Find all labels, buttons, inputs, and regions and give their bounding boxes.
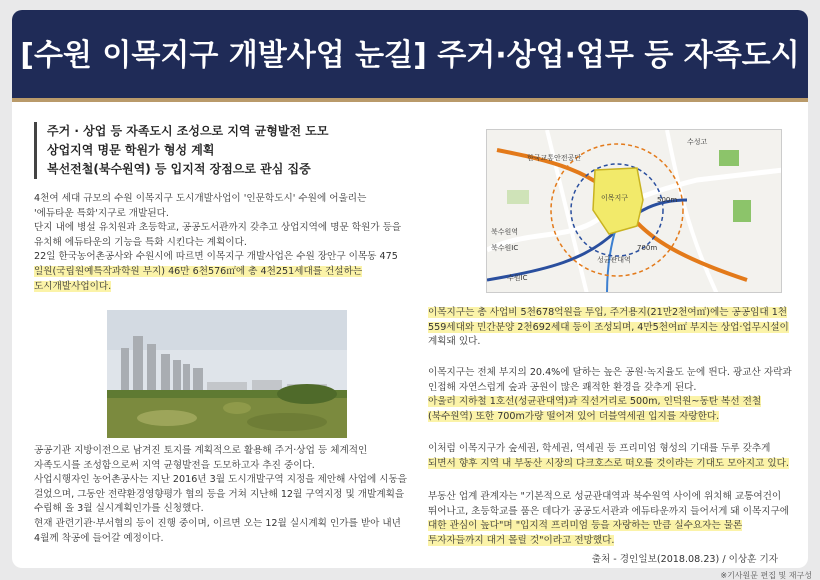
- location-map: [486, 129, 782, 293]
- body-paragraph-1: [34, 192, 401, 294]
- body-paragraph-5: [428, 442, 789, 471]
- highlighted-text: 559세대와 민간분양 2천692세대 등이 조성되며, 4만5천여㎡ 부지는 상업·업무시설이: [428, 321, 789, 333]
- text-line: [428, 321, 789, 336]
- summary-line: 주거 · 상업 등 자족도시 조성으로 지역 균형발전 도모: [47, 124, 329, 138]
- highlighted-text: 아울러 지하철 1호선(성균관대역)과 직선거리로 500m, 인덕원~동탄 복선 전철: [428, 396, 762, 408]
- map-label-ic: 북수원IC: [491, 244, 519, 252]
- text-line: [428, 410, 792, 425]
- text-line: 사업시행자인 농어촌공사는 지난 2016년 3월 도시개발구역 지정을 제안해 사업에 시동을: [34, 474, 408, 486]
- summary-line: 복선전철(북수원역) 등 입지적 장점으로 관심 집중: [47, 162, 311, 176]
- text-line: [428, 395, 792, 410]
- text-line: 뛰어나고, 초등학교를 품은 데다가 공공도서관과 에듀타운까지 들어서게 돼 이목지구에: [428, 505, 790, 517]
- body-paragraph-3: [428, 306, 789, 350]
- body-paragraph-4: [428, 366, 792, 424]
- article-page: [12, 10, 808, 568]
- edit-note: ※기사원문 편집 및 재구성: [720, 571, 812, 580]
- highlighted-text: 일원(국립원예특작과학원 부지) 46만 6천576㎡에 총 4천251세대를 건설하는: [34, 265, 363, 277]
- text-line: 공공기관 지방이전으로 남겨진 토지를 계획적으로 활용해 주거·상업 등 체계적인: [34, 445, 368, 456]
- text-line: 걸었으며, 그동안 전략환경영향평가 협의 등을 거쳐 지난해 12월 구역지정 및 개발계획을: [34, 488, 405, 500]
- body-paragraph-2: [34, 444, 407, 546]
- highlighted-text: 되면서 향후 지역 내 부동산 시장의 다크호스로 떠오를 것이라는 기대도 모아지고 있다.: [428, 457, 789, 469]
- map-label-station: 성균관대역: [597, 256, 631, 264]
- text-line: 수립해 올 3월 실시계획인가를 신청했다.: [34, 503, 204, 515]
- highlighted-text: (북수원역) 또한 700m가량 떨어져 있어 더블역세권 입지를 자랑한다.: [428, 410, 720, 422]
- text-line: [428, 534, 789, 549]
- highlighted-text: 대한 관심이 높다"며 "입지적 프리미엄 등을 자랑하는 만큼 실수요자는 물론: [428, 520, 743, 532]
- summary-box: [34, 122, 328, 179]
- body-paragraph-6: [428, 490, 789, 548]
- text-line: 인접해 자연스럽게 숲과 공원이 많은 쾌적한 환경을 갖추게 된다.: [428, 381, 697, 393]
- text-line: 이처럼 이목지구가 숲세권, 학세권, 역세권 등 프리미엄 형성의 기대를 두루 갖추게: [428, 443, 771, 454]
- text-line: 이목지구는 전체 부지의 20.4%에 달하는 높은 공원·녹지율도 눈에 띈다. 광교산 자락과: [428, 367, 792, 378]
- text-line: 현재 관련기관·부서협의 등이 진행 중이며, 이르면 오는 12월 실시계획 인가를 받아 내년: [34, 517, 401, 529]
- title-banner: [12, 10, 808, 102]
- map-label-place: 한국교통안전공단: [527, 154, 582, 162]
- source-credit: 출처 - 경인일보(2018.08.23) / 이상훈 기자: [591, 554, 778, 565]
- text-line: [34, 280, 401, 295]
- text-line: [428, 457, 789, 472]
- highlighted-text: 이목지구는 총 사업비 5천678억원을 투입, 주거용지(21만2천여㎡)에는 공공임대 1천: [428, 307, 788, 318]
- highlighted-text: 도시개발사업이다.: [34, 280, 112, 292]
- text-line: 부동산 업계 관계자는 "기본적으로 성균관대역과 북수원역 사이에 위치해 교통여건이: [428, 491, 782, 502]
- text-line: 유치해 에듀타운의 기능을 특화 시킨다는 계획이다.: [34, 236, 247, 248]
- text-line: 4천여 세대 규모의 수원 이목지구 도시개발사업이 '인문학도시' 수원에 어울리는: [34, 193, 367, 204]
- map-label-distance: 700m: [637, 244, 658, 252]
- map-label-distance: 500m: [657, 196, 678, 204]
- text-line: '에듀타운 특화'지구로 개발된다.: [34, 207, 169, 219]
- map-label-district: 이목지구: [601, 194, 629, 202]
- map-label-place: 수성고: [687, 138, 708, 146]
- text-line: [428, 519, 789, 534]
- text-line: [34, 265, 401, 280]
- text-line: 자족도시를 조성함으로써 지역 균형발전을 도모하고자 추진 중이다.: [34, 459, 315, 471]
- site-photo: [107, 310, 347, 438]
- map-label-station: 북수원역: [491, 228, 519, 236]
- summary-line: 상업지역 명문 학원가 형성 계획: [47, 143, 215, 157]
- text-line: [428, 306, 789, 321]
- map-label-ic: 수원IC: [507, 274, 528, 282]
- text-line: 계획돼 있다.: [428, 336, 481, 348]
- page-title: [수원 이목지구 개발사업 눈길] 주거·상업·업무 등 자족도시: [20, 38, 800, 73]
- text-line: 단지 내에 병설 유치원과 초등학교, 공공도서관까지 갖추고 상업지역에 명문 학원가 등을: [34, 222, 402, 234]
- text-line: 4월께 착공에 들어갈 예정이다.: [34, 532, 164, 544]
- text-line: 22일 한국농어촌공사와 수원시에 따르면 이목지구 개발사업은 수원 장안구 이목동 475: [34, 251, 398, 263]
- highlighted-text: 투자자들까지 대거 몰릴 것"이라고 전망했다.: [428, 534, 615, 546]
